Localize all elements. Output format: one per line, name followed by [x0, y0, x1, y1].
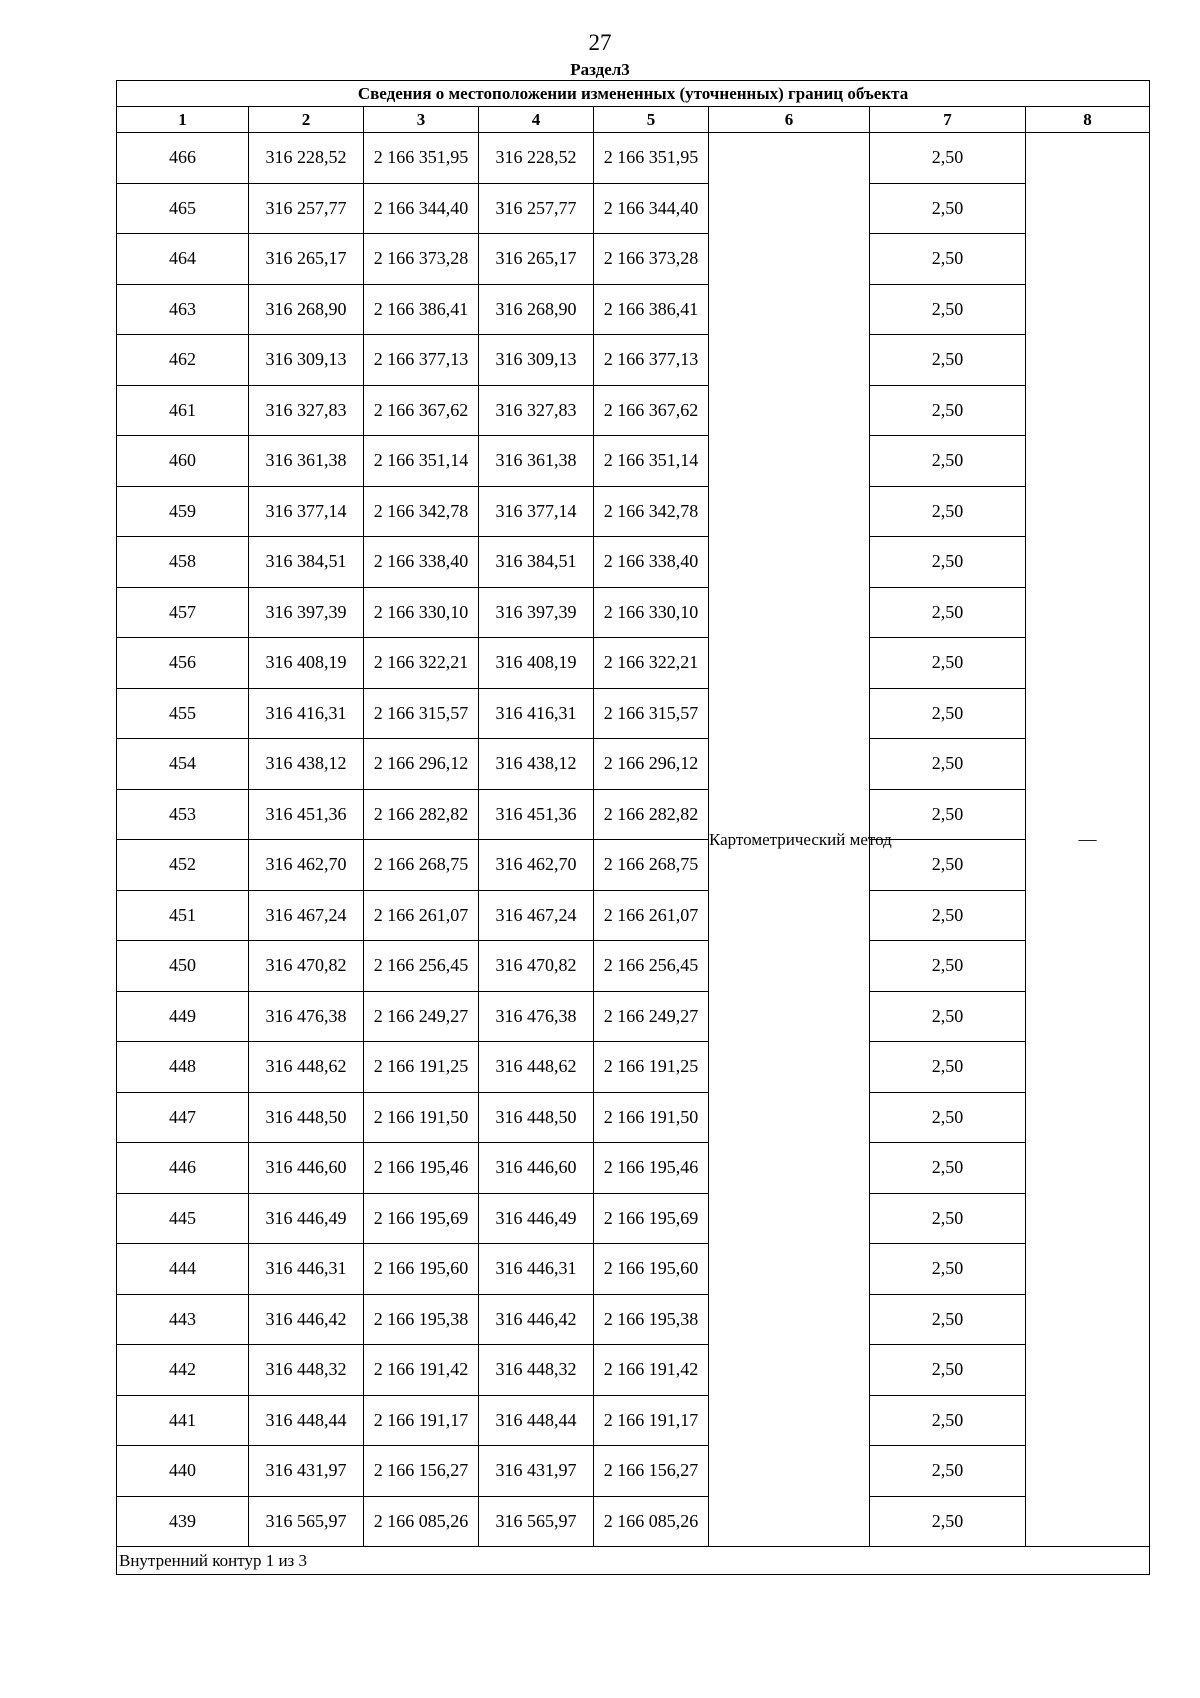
accuracy-value: 2,50: [870, 1446, 1026, 1497]
coord-y-refined: 2 166 373,28: [594, 234, 709, 285]
coord-y-refined: 2 166 191,25: [594, 1042, 709, 1093]
accuracy-value: 2,50: [870, 284, 1026, 335]
accuracy-value: 2,50: [870, 587, 1026, 638]
coord-y-existing: 2 166 191,25: [364, 1042, 479, 1093]
point-number: 465: [117, 183, 249, 234]
table-row: [117, 183, 1150, 234]
coord-y-refined: 2 166 268,75: [594, 840, 709, 891]
coord-x-existing: 316 446,49: [249, 1193, 364, 1244]
coord-x-existing: 316 397,39: [249, 587, 364, 638]
column-number: 1: [117, 107, 249, 133]
table-row: [117, 1395, 1150, 1446]
coord-x-existing: 316 327,83: [249, 385, 364, 436]
coord-x-refined: 316 446,49: [479, 1193, 594, 1244]
table-row: [117, 587, 1150, 638]
coord-y-existing: 2 166 330,10: [364, 587, 479, 638]
point-number: 462: [117, 335, 249, 386]
column-number: 5: [594, 107, 709, 133]
accuracy-value: 2,50: [870, 1244, 1026, 1295]
point-number: 463: [117, 284, 249, 335]
point-number: 466: [117, 133, 249, 184]
coord-x-refined: 316 565,97: [479, 1496, 594, 1547]
point-number: 445: [117, 1193, 249, 1244]
table-row: [117, 537, 1150, 588]
coord-x-refined: 316 446,60: [479, 1143, 594, 1194]
point-number: 439: [117, 1496, 249, 1547]
coord-y-existing: 2 166 191,17: [364, 1395, 479, 1446]
coord-y-existing: 2 166 377,13: [364, 335, 479, 386]
coord-y-refined: 2 166 322,21: [594, 638, 709, 689]
coord-y-existing: 2 166 249,27: [364, 991, 479, 1042]
coord-x-existing: 316 565,97: [249, 1496, 364, 1547]
coord-y-existing: 2 166 351,95: [364, 133, 479, 184]
coord-y-refined: 2 166 296,12: [594, 739, 709, 790]
table-body: [117, 133, 1150, 1547]
coord-x-existing: 316 309,13: [249, 335, 364, 386]
coord-y-refined: 2 166 351,14: [594, 436, 709, 487]
coord-y-existing: 2 166 195,69: [364, 1193, 479, 1244]
accuracy-value: 2,50: [870, 436, 1026, 487]
point-number: 443: [117, 1294, 249, 1345]
coord-x-refined: 316 268,90: [479, 284, 594, 335]
column-number: 8: [1026, 107, 1150, 133]
coord-x-existing: 316 470,82: [249, 941, 364, 992]
coord-y-existing: 2 166 322,21: [364, 638, 479, 689]
coord-x-refined: 316 476,38: [479, 991, 594, 1042]
coord-x-refined: 316 446,42: [479, 1294, 594, 1345]
section-title: Раздел3: [570, 60, 630, 79]
coord-y-refined: 2 166 330,10: [594, 587, 709, 638]
coord-y-refined: 2 166 195,38: [594, 1294, 709, 1345]
table-row: [117, 1244, 1150, 1295]
coord-x-refined: 316 257,77: [479, 183, 594, 234]
column-number: 3: [364, 107, 479, 133]
coord-y-refined: 2 166 338,40: [594, 537, 709, 588]
coord-x-refined: 316 408,19: [479, 638, 594, 689]
coord-x-refined: 316 384,51: [479, 537, 594, 588]
point-number: 459: [117, 486, 249, 537]
column-number: 7: [870, 107, 1026, 133]
coord-x-existing: 316 431,97: [249, 1446, 364, 1497]
accuracy-value: 2,50: [870, 1395, 1026, 1446]
accuracy-value: 2,50: [870, 183, 1026, 234]
table-row: [117, 385, 1150, 436]
table-row: [117, 436, 1150, 487]
coord-x-refined: 316 438,12: [479, 739, 594, 790]
coord-x-existing: 316 476,38: [249, 991, 364, 1042]
coord-x-existing: 316 448,44: [249, 1395, 364, 1446]
point-number: 460: [117, 436, 249, 487]
accuracy-value: 2,50: [870, 234, 1026, 285]
coord-y-refined: 2 166 256,45: [594, 941, 709, 992]
point-number: 457: [117, 587, 249, 638]
coord-y-refined: 2 166 195,69: [594, 1193, 709, 1244]
table-row: [117, 1294, 1150, 1345]
point-number: 444: [117, 1244, 249, 1295]
table-row: [117, 1143, 1150, 1194]
coord-x-refined: 316 448,32: [479, 1345, 594, 1396]
coord-x-refined: 316 228,52: [479, 133, 594, 184]
table-title: Сведения о местоположении измененных (уточненных) границ объекта: [117, 81, 1150, 107]
coord-x-existing: 316 446,31: [249, 1244, 364, 1295]
coord-y-refined: 2 166 351,95: [594, 133, 709, 184]
coord-x-refined: 316 448,50: [479, 1092, 594, 1143]
coord-y-refined: 2 166 344,40: [594, 183, 709, 234]
accuracy-value: 2,50: [870, 537, 1026, 588]
coord-y-existing: 2 166 282,82: [364, 789, 479, 840]
accuracy-value: 2,50: [870, 991, 1026, 1042]
coord-x-existing: 316 446,60: [249, 1143, 364, 1194]
accuracy-value: 2,50: [870, 840, 1026, 891]
coord-x-existing: 316 377,14: [249, 486, 364, 537]
point-number: 453: [117, 789, 249, 840]
coord-y-refined: 2 166 191,42: [594, 1345, 709, 1396]
coord-y-existing: 2 166 386,41: [364, 284, 479, 335]
coord-x-refined: 316 470,82: [479, 941, 594, 992]
table-row: [117, 1446, 1150, 1497]
table-row: [117, 1345, 1150, 1396]
coord-x-refined: 316 431,97: [479, 1446, 594, 1497]
coord-y-refined: 2 166 342,78: [594, 486, 709, 537]
coord-x-existing: 316 448,32: [249, 1345, 364, 1396]
coord-y-existing: 2 166 156,27: [364, 1446, 479, 1497]
point-number: 464: [117, 234, 249, 285]
coord-x-existing: 316 384,51: [249, 537, 364, 588]
coord-y-refined: 2 166 315,57: [594, 688, 709, 739]
accuracy-value: 2,50: [870, 941, 1026, 992]
coord-x-existing: 316 361,38: [249, 436, 364, 487]
coord-y-refined: 2 166 377,13: [594, 335, 709, 386]
coord-x-existing: 316 448,50: [249, 1092, 364, 1143]
page-number: 27: [588, 30, 612, 55]
accuracy-value: 2,50: [870, 1042, 1026, 1093]
accuracy-value: 2,50: [870, 385, 1026, 436]
coord-y-refined: 2 166 386,41: [594, 284, 709, 335]
coord-y-existing: 2 166 191,42: [364, 1345, 479, 1396]
column-number: 4: [479, 107, 594, 133]
table-row: [117, 133, 1150, 184]
method-cell: Картометрический метод: [709, 133, 870, 1547]
coordinates-table: [116, 80, 1150, 1575]
accuracy-value: 2,50: [870, 133, 1026, 184]
point-number: 454: [117, 739, 249, 790]
point-number: 456: [117, 638, 249, 689]
accuracy-value: 2,50: [870, 1345, 1026, 1396]
coord-y-refined: 2 166 085,26: [594, 1496, 709, 1547]
coord-y-refined: 2 166 195,46: [594, 1143, 709, 1194]
table-footer-row: [117, 1547, 1150, 1575]
point-number: 450: [117, 941, 249, 992]
accuracy-value: 2,50: [870, 638, 1026, 689]
table-row: [117, 486, 1150, 537]
coord-y-existing: 2 166 373,28: [364, 234, 479, 285]
point-number: 441: [117, 1395, 249, 1446]
table-row: [117, 1496, 1150, 1547]
coord-y-existing: 2 166 195,38: [364, 1294, 479, 1345]
table-row: [117, 688, 1150, 739]
description-dash-cell: —: [1026, 133, 1150, 1547]
accuracy-value: 2,50: [870, 1496, 1026, 1547]
table-row: [117, 1092, 1150, 1143]
coord-x-refined: 316 361,38: [479, 436, 594, 487]
coord-x-existing: 316 265,17: [249, 234, 364, 285]
point-number: 455: [117, 688, 249, 739]
coord-y-existing: 2 166 367,62: [364, 385, 479, 436]
coord-x-existing: 316 257,77: [249, 183, 364, 234]
coord-y-refined: 2 166 367,62: [594, 385, 709, 436]
accuracy-value: 2,50: [870, 688, 1026, 739]
table-row: [117, 890, 1150, 941]
point-number: 451: [117, 890, 249, 941]
coord-x-refined: 316 448,44: [479, 1395, 594, 1446]
column-number: 6: [709, 107, 870, 133]
point-number: 461: [117, 385, 249, 436]
table-row: [117, 1042, 1150, 1093]
coord-y-existing: 2 166 195,46: [364, 1143, 479, 1194]
table-row: [117, 941, 1150, 992]
table-row: [117, 739, 1150, 790]
table-row: [117, 991, 1150, 1042]
accuracy-value: 2,50: [870, 890, 1026, 941]
coord-x-refined: 316 451,36: [479, 789, 594, 840]
table-row: [117, 638, 1150, 689]
coord-x-existing: 316 446,42: [249, 1294, 364, 1345]
accuracy-value: 2,50: [870, 1294, 1026, 1345]
coord-x-existing: 316 451,36: [249, 789, 364, 840]
contour-label: Внутренний контур 1 из 3: [117, 1547, 1150, 1575]
coord-x-existing: 316 228,52: [249, 133, 364, 184]
coord-y-existing: 2 166 191,50: [364, 1092, 479, 1143]
point-number: 446: [117, 1143, 249, 1194]
coord-y-existing: 2 166 268,75: [364, 840, 479, 891]
coord-x-refined: 316 377,14: [479, 486, 594, 537]
table-title-row: [117, 81, 1150, 107]
column-number-row: [117, 107, 1150, 133]
table-row: [117, 1193, 1150, 1244]
accuracy-value: 2,50: [870, 789, 1026, 840]
point-number: 449: [117, 991, 249, 1042]
coord-x-existing: 316 467,24: [249, 890, 364, 941]
point-number: 448: [117, 1042, 249, 1093]
point-number: 440: [117, 1446, 249, 1497]
accuracy-value: 2,50: [870, 335, 1026, 386]
accuracy-value: 2,50: [870, 1092, 1026, 1143]
coord-x-existing: 316 448,62: [249, 1042, 364, 1093]
table-row: [117, 840, 1150, 891]
coord-x-refined: 316 416,31: [479, 688, 594, 739]
coord-x-refined: 316 446,31: [479, 1244, 594, 1295]
coord-x-existing: 316 268,90: [249, 284, 364, 335]
coord-x-refined: 316 462,70: [479, 840, 594, 891]
coord-x-refined: 316 309,13: [479, 335, 594, 386]
point-number: 452: [117, 840, 249, 891]
coord-y-existing: 2 166 338,40: [364, 537, 479, 588]
coord-y-existing: 2 166 195,60: [364, 1244, 479, 1295]
coord-y-refined: 2 166 195,60: [594, 1244, 709, 1295]
coord-x-existing: 316 416,31: [249, 688, 364, 739]
table-row: [117, 789, 1150, 840]
coord-y-refined: 2 166 191,50: [594, 1092, 709, 1143]
coord-y-refined: 2 166 249,27: [594, 991, 709, 1042]
table-row: [117, 284, 1150, 335]
coord-x-refined: 316 397,39: [479, 587, 594, 638]
coord-x-existing: 316 408,19: [249, 638, 364, 689]
coord-y-existing: 2 166 344,40: [364, 183, 479, 234]
accuracy-value: 2,50: [870, 1193, 1026, 1244]
column-number: 2: [249, 107, 364, 133]
coord-y-existing: 2 166 085,26: [364, 1496, 479, 1547]
coord-x-refined: 316 448,62: [479, 1042, 594, 1093]
accuracy-value: 2,50: [870, 1143, 1026, 1194]
coord-y-existing: 2 166 342,78: [364, 486, 479, 537]
coord-y-existing: 2 166 256,45: [364, 941, 479, 992]
coord-y-refined: 2 166 261,07: [594, 890, 709, 941]
coord-y-existing: 2 166 296,12: [364, 739, 479, 790]
point-number: 447: [117, 1092, 249, 1143]
point-number: 442: [117, 1345, 249, 1396]
coord-x-refined: 316 265,17: [479, 234, 594, 285]
coord-y-refined: 2 166 156,27: [594, 1446, 709, 1497]
coord-y-refined: 2 166 191,17: [594, 1395, 709, 1446]
coord-y-existing: 2 166 351,14: [364, 436, 479, 487]
accuracy-value: 2,50: [870, 739, 1026, 790]
coord-y-existing: 2 166 261,07: [364, 890, 479, 941]
coord-y-existing: 2 166 315,57: [364, 688, 479, 739]
table-row: [117, 234, 1150, 285]
accuracy-value: 2,50: [870, 486, 1026, 537]
coord-x-existing: 316 438,12: [249, 739, 364, 790]
table-row: [117, 335, 1150, 386]
coord-y-refined: 2 166 282,82: [594, 789, 709, 840]
coord-x-refined: 316 327,83: [479, 385, 594, 436]
coord-x-refined: 316 467,24: [479, 890, 594, 941]
coord-x-existing: 316 462,70: [249, 840, 364, 891]
point-number: 458: [117, 537, 249, 588]
